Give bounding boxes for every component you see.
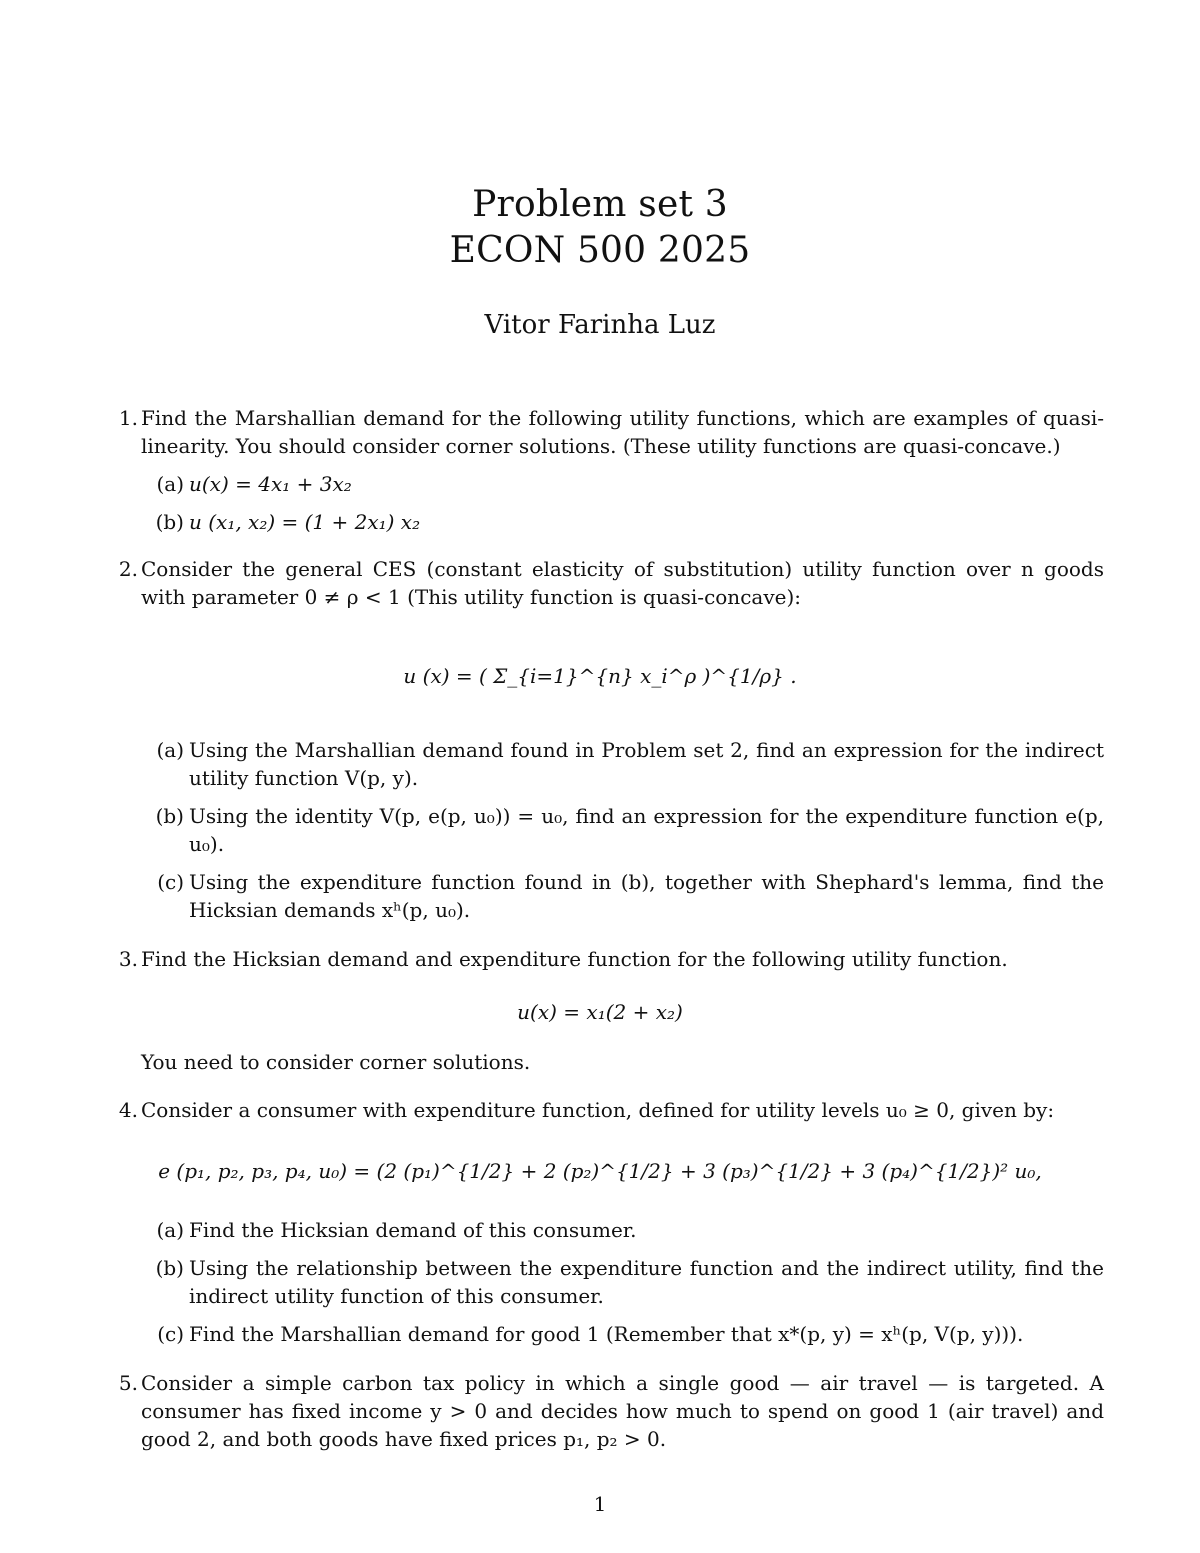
part-text: Using the expenditure function found in (b), together with Shephard's lemma, find the Hicksian demands xʰ(p, u₀). <box>189 870 1104 922</box>
problem-number: 4. <box>118 1098 138 1122</box>
part-math: u (x₁, x₂) = (1 + 2x₁) x₂ <box>189 510 421 534</box>
problem-number: 3. <box>118 947 138 971</box>
problem-number: 2. <box>118 557 138 581</box>
part-label: (c) <box>157 1322 184 1346</box>
part-text: Find the Marshallian demand for good 1 (Remember that x*(p, y) = xʰ(p, V(p, y))). <box>189 1322 1024 1346</box>
problem-number: 5. <box>118 1371 138 1395</box>
document-title: Problem set 3 <box>472 184 728 225</box>
part-math: u(x) = 4x₁ + 3x₂ <box>189 472 352 496</box>
part-label: (a) <box>156 738 184 762</box>
part-text: Using the identity V(p, e(p, u₀)) = u₀, find an expression for the expenditure function e(p, u₀). <box>189 804 1104 856</box>
part-label: (a) <box>156 1218 184 1242</box>
problem-2-part-b <box>140 802 1104 858</box>
part-label: (b) <box>155 1256 184 1280</box>
problem-text: Find the Hicksian demand and expenditure function for the following utility function. <box>141 947 1008 971</box>
part-label: (c) <box>157 870 184 894</box>
problem-2-part-a <box>140 736 1104 792</box>
course-code: ECON 500 2025 <box>449 230 751 271</box>
problem-text: Consider the general CES (constant elasticity of substitution) utility function over n goods with parameter 0 ≠ ρ < 1 (This utility function is quasi-concave): <box>141 557 1104 609</box>
part-text: Find the Hicksian demand of this consumer. <box>189 1218 637 1242</box>
problem-text: Consider a simple carbon tax policy in which a single good — air travel — is targeted. A consumer has fixed income y > 0 and decides how much to spend on good 1 (air travel) and good 2, and both goods have fixed prices p₁, p₂ > 0. <box>141 1371 1104 1451</box>
problem-note: You need to consider corner solutions. <box>141 1050 531 1074</box>
problem-2 <box>104 555 1104 611</box>
problem-2-part-c <box>140 868 1104 924</box>
expenditure-equation: e (p₁, p₂, p₃, p₄, u₀) = (2 (p₁)^{1/2} + 2 (p₂)^{1/2} + 3 (p₃)^{1/2} + 3 (p₄)^{1/2})² u₀, <box>158 1159 1042 1183</box>
problem-5 <box>104 1369 1104 1453</box>
problem-4-part-b <box>140 1254 1104 1310</box>
part-text: Using the Marshallian demand found in Problem set 2, find an expression for the indirect utility function V(p, y). <box>189 738 1104 790</box>
utility-equation: u(x) = x₁(2 + x₂) <box>517 1000 683 1024</box>
problem-number: 1. <box>118 406 138 430</box>
author-name: Vitor Farinha Luz <box>484 310 716 340</box>
page-number: 1 <box>593 1492 607 1516</box>
problem-text: Find the Marshallian demand for the following utility functions, which are examples of quasi-linearity. You should consider corner solutions. (These utility functions are quasi-concave.) <box>141 406 1104 458</box>
part-label: (b) <box>155 804 184 828</box>
part-label: (a) <box>156 472 184 496</box>
problem-text: Consider a consumer with expenditure function, defined for utility levels u₀ ≥ 0, given by: <box>141 1098 1055 1122</box>
ces-utility-equation: u (x) = ( Σ_{i=1}^{n} x_i^ρ )^{1/ρ} . <box>403 664 797 688</box>
part-text: Using the relationship between the expenditure function and the indirect utility, find the indirect utility function of this consumer. <box>189 1256 1104 1308</box>
part-label: (b) <box>155 510 184 534</box>
problem-1 <box>104 404 1104 460</box>
